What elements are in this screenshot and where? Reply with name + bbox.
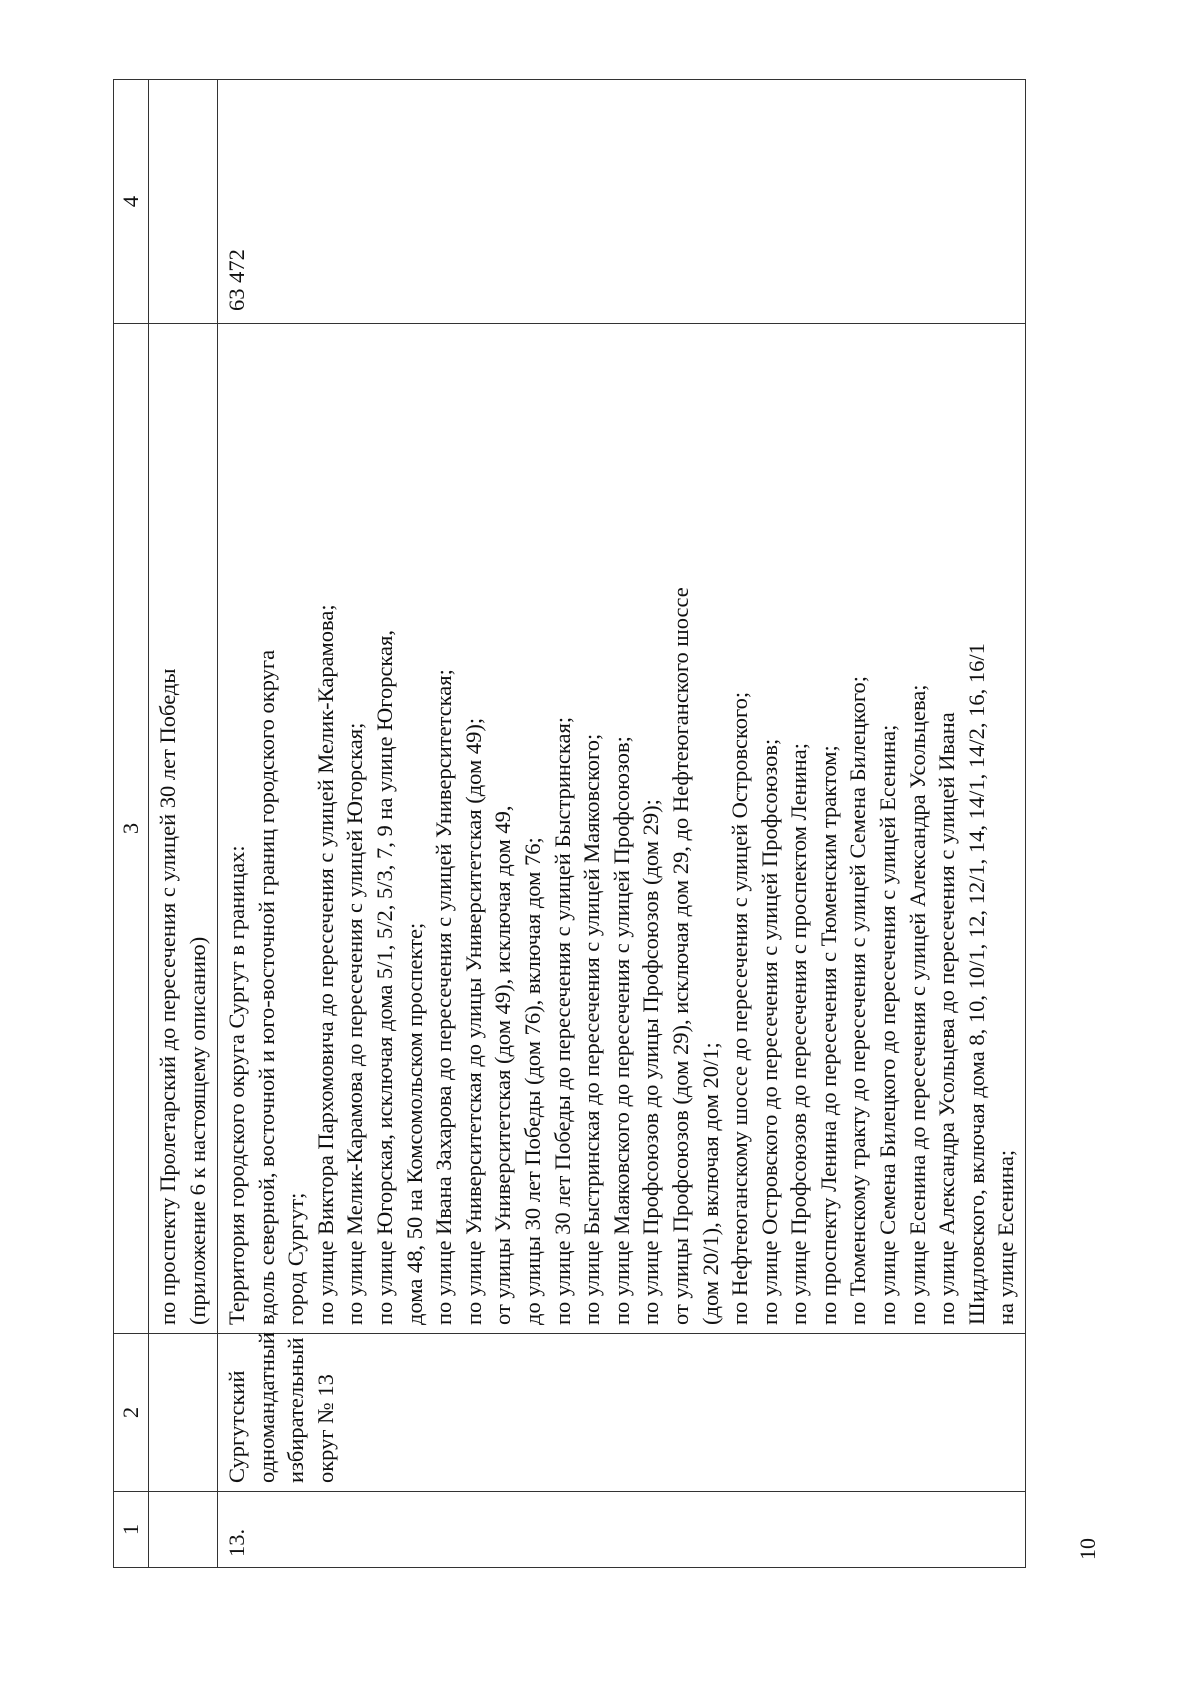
- boundary-line: до улицы 30 лет Победы (дом 76), включая дом 76;: [519, 837, 545, 1325]
- boundary-line: по Нефтеюганскому шоссе до пересечения с улицей Островского;: [727, 691, 753, 1325]
- continuation-number-cell: [149, 1492, 218, 1568]
- boundary-line: (дом 20/1), включая дом 20/1;: [697, 1042, 723, 1325]
- page-number: 10: [1075, 1538, 1100, 1560]
- boundary-line: от улицы Университетская (дом 49), исключая дом 49,: [490, 805, 516, 1325]
- boundary-line: по проспекту Ленина до пересечения с Тюменским трактом;: [815, 745, 841, 1325]
- continuation-line: (приложение 6 к настоящему описанию): [184, 936, 210, 1325]
- header-col-3: 3: [114, 324, 149, 1334]
- header-col-1: 1: [114, 1492, 149, 1568]
- district-voters-cell: 63 472: [218, 80, 1026, 324]
- table-header-row: [114, 80, 149, 1568]
- boundary-line: дома 48, 50 на Комсомольском проспекте;: [401, 922, 427, 1325]
- boundary-line: Шидловского, включая дома 8, 10, 10/1, 12, 12/1, 14, 14/1, 14/2, 16, 16/1: [963, 643, 989, 1325]
- continuation-voters-cell: [149, 80, 218, 324]
- boundary-line: Территория городского округа Сургут в границах:: [224, 845, 249, 1325]
- continuation-district-cell: [149, 1334, 218, 1492]
- boundary-line: по улице Профсоюзов до улицы Профсоюзов (дом 29);: [638, 799, 664, 1325]
- district-row: [218, 80, 1026, 1568]
- boundary-line: по улице Есенина до пересечения с улицей Александра Усольцева;: [904, 684, 930, 1325]
- continuation-description-cell: [149, 324, 218, 1334]
- electoral-districts-table: [113, 79, 1026, 1568]
- rotated-table-wrapper: [113, 80, 1071, 1568]
- boundary-line: по улице Островского до пересечения с улицей Профсоюзов;: [756, 738, 782, 1325]
- boundary-line: от улицы Профсоюзов (дом 29), исключая дом 29, до Нефтеюганского шоссе: [667, 587, 693, 1325]
- header-col-2: 2: [114, 1334, 149, 1492]
- boundary-line: вдоль северной, восточной и юго-восточной границ городского округа: [253, 649, 279, 1325]
- boundary-line: по улице 30 лет Победы до пересечения с улицей Быстринская;: [549, 716, 575, 1325]
- district-name-cell: [218, 1334, 1026, 1492]
- boundary-line: город Сургут;: [283, 1192, 309, 1325]
- boundary-line: по улице Семена Билецкого до пересечения с улицей Есенина;: [875, 724, 901, 1325]
- continuation-line: по проспекту Пролетарский до пересечения с улицей 30 лет Победы: [155, 668, 180, 1325]
- district-number-cell: 13.: [218, 1492, 1026, 1568]
- boundary-line: по улице Маяковского до пересечения с улицей Профсоюзов;: [608, 736, 634, 1325]
- boundary-line: по Тюменскому тракту до пересечения с улицей Семена Билецкого;: [845, 675, 871, 1325]
- boundary-line: по улице Профсоюзов до пересечения с проспектом Ленина;: [786, 743, 812, 1325]
- header-col-4: 4: [114, 80, 149, 324]
- boundary-line: по улице Александра Усольцева до пересечения с улицей Ивана: [934, 712, 960, 1325]
- district-name: Сургутский одномандатный избирательный округ № 13: [224, 1332, 338, 1483]
- boundary-line: по улице Югорская, исключая дома 5/1, 5/2, 5/3, 7, 9 на улице Югорская,: [371, 630, 397, 1325]
- boundary-line: по улице Университетская до улицы Университетская (дом 49);: [460, 717, 486, 1325]
- continuation-row: [149, 80, 218, 1568]
- boundary-line: по улице Виктора Пархомовича до пересечения с улицей Мелик-Карамова;: [312, 604, 338, 1325]
- boundary-line: по улице Мелик-Карамова до пересечения с улицей Югорская;: [342, 722, 368, 1325]
- boundary-line: по улице Быстринская до пересечения с улицей Маяковского;: [579, 733, 605, 1325]
- district-boundaries-cell: [218, 324, 1026, 1334]
- boundary-line: по улице Ивана Захарова до пересечения с улицей Университетская;: [431, 669, 457, 1325]
- boundary-line: на улице Есенина;: [993, 1149, 1019, 1325]
